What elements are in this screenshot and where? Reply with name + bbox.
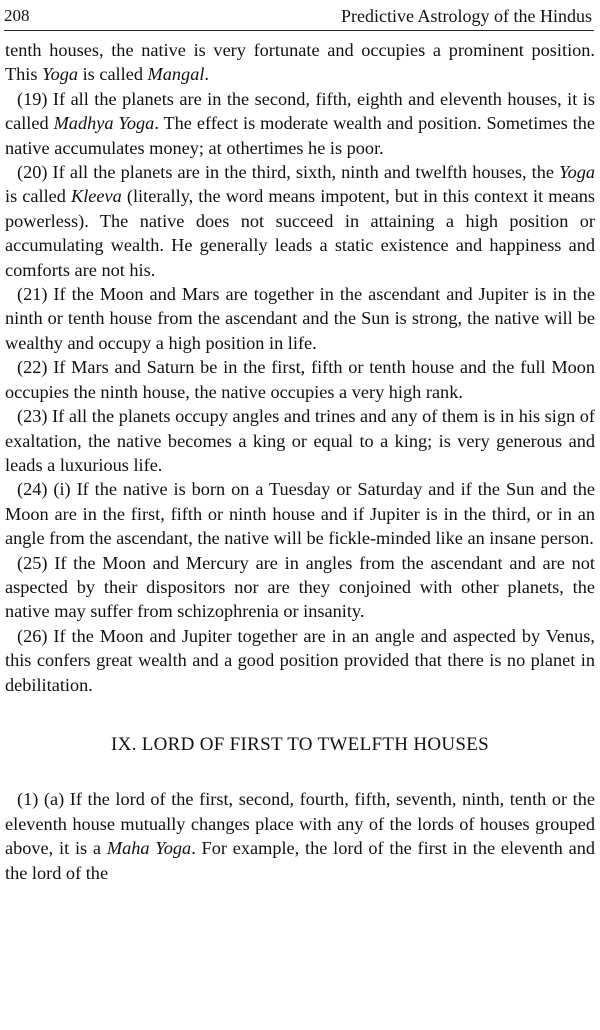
paragraph: tenth houses, the native is very fortunate and occupies a prominent position. This Yoga is called Mangal. [5, 40, 595, 85]
paragraph-19: (19) If all the planets are in the second, fifth, eighth and eleventh houses, it is called Madhya Yoga. The effect is moderate wealth and position. Sometimes the native accumulates money; at othertimes he is poor. [5, 88, 595, 158]
header-rule [4, 30, 594, 31]
paragraph-24: (24) (i) If the native is born on a Tuesday or Saturday and if the Sun and the Moon are in the first, fifth or ninth house and if Jupiter is in the third, or in an angle from the ascendant, the native will be fickle-minded like an insane person. [5, 479, 595, 549]
page-header [4, 6, 592, 30]
paragraph-23: (23) If all the planets occupy angles and trines and any of them is in his sign of exaltation, the native becomes a king or equal to a king; is very generous and leads a luxurious life. [5, 406, 595, 475]
section-heading: IX. LORD OF FIRST TO TWELFTH HOUSES [110, 733, 490, 755]
paragraph-22: (22) If Mars and Saturn be in the first, fifth or tenth house and the full Moon occupies the ninth house, the native occupies a very high rank. [5, 357, 595, 402]
running-head: Predictive Astrology of the Hindus [341, 6, 592, 26]
paragraph-25: (25) If the Moon and Mercury are in angles from the ascendant and are not aspected by their dispositors nor are they conjoined with other planets, the native may suffer from schizophrenia or insanity. [5, 552, 595, 622]
paragraph-20: (20) If all the planets are in the third, sixth, ninth and twelfth houses, the Yoga is called Kleeva (literally, the word means impotent, but in this context it means powerless). The native does not succeed in attaining a high position or accumulating wealth. He generally leads a static existence and happiness and comforts are not his. [5, 162, 595, 280]
page-number: 208 [4, 6, 30, 25]
paragraph-ix-1: (1) (a) If the lord of the first, second, fourth, fifth, seventh, ninth, tenth or the eleventh house mutually changes place with any of the lords of houses grouped above, it is a Maha Yoga. For example, the lord of the first in the eleventh and the lord of the [5, 789, 595, 883]
paragraph-21: (21) If the Moon and Mars are together in the ascendant and Jupiter is in the ninth or tenth house from the ascendant and the Sun is strong, the native will be wealthy and occupy a high position in life. [5, 284, 595, 353]
page-body [5, 38, 595, 885]
paragraph-26: (26) If the Moon and Jupiter together are in an angle and aspected by Venus, this confers great wealth and a good position provided that there is no planet in debilitation. [5, 625, 595, 695]
